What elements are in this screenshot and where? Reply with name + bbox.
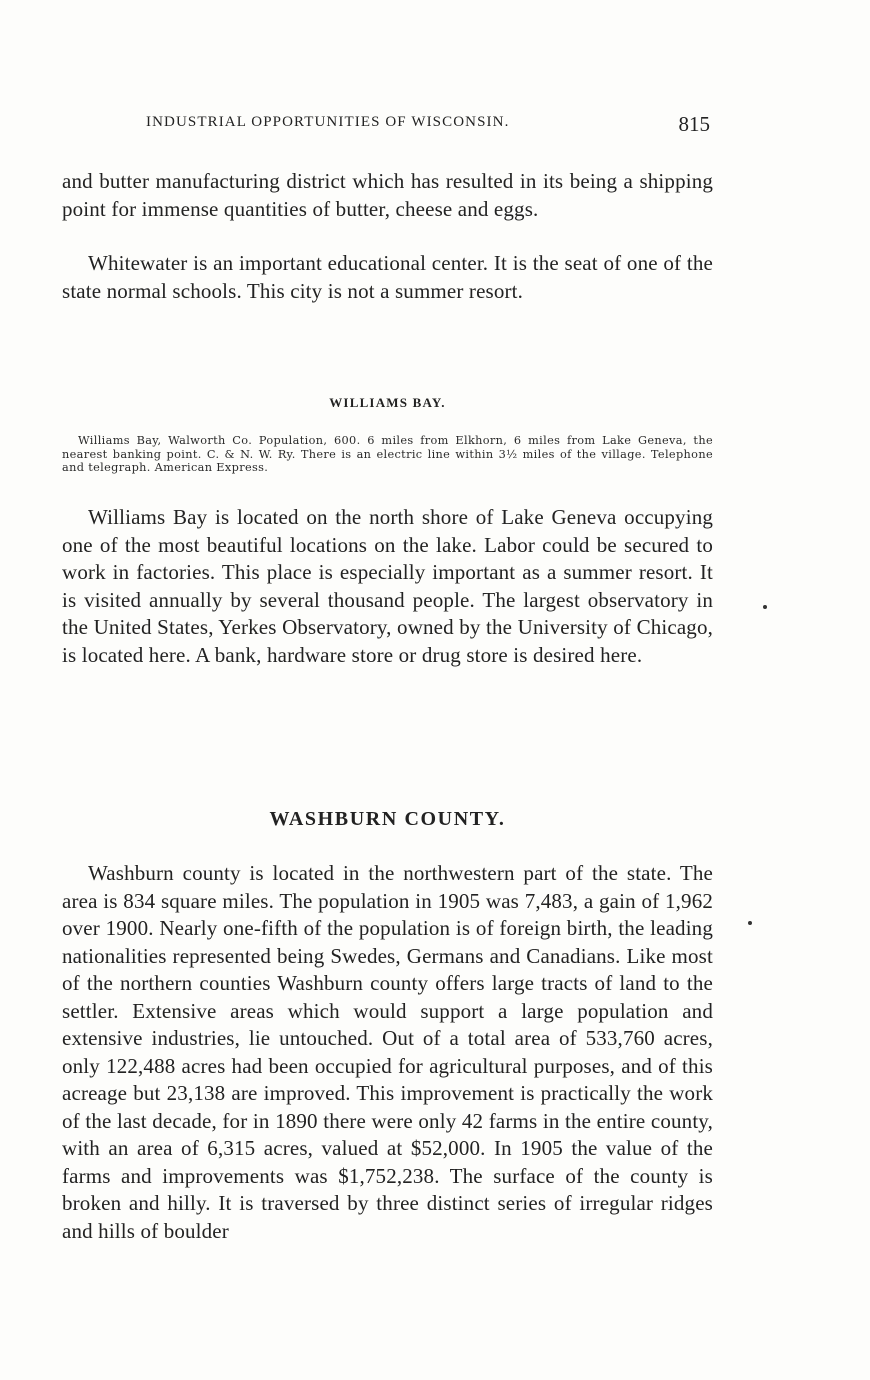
page-number: 815 (678, 112, 710, 136)
williams-bay-body: Williams Bay is located on the north shore of Lake Geneva occupying one of the most beautiful locations on the lake. Labor could be secured to work in factories. This place is especially important as a summer resort. It is visited annually by several thousand people. The largest observatory in the United States, Yerkes Observatory, owned by the University of Chicago, is located here. A bank, hardware store or drug store is desired here. (62, 505, 713, 667)
washburn-county-body: Washburn county is located in the northwestern part of the state. The area is 834 square miles. The population in 1905 was 7,483, a gain of 1,962 over 1900. Nearly one-fifth of the population is of foreign birth, the leading nationalities represented being Swedes, Germans and Canadians. Like most of the northern counties Washburn county offers large tracts of land to the settler. Extensive areas which would support a large population and extensive industries, lie untouched. Out of a total area of 533,760 acres, only 122,488 acres had been occupied for agricultural purposes, and of this acreage but 23,138 are improved. This improvement is practically the work of the last decade, for in 1890 there were only 42 farms in the entire county, with an area of 6,315 acres, valued at $52,000. In 1905 the value of the farms and improvements was $1,752,238. The surface of the county is broken and hilly. It is traversed by three distinct series of irregular ridges and hills of boulder (62, 861, 713, 1243)
whitewater-paragraph-continued: and butter manufacturing district which has resulted in its being a shipping point for immense quantities of butter, cheese and eggs. (62, 169, 713, 221)
running-title: INDUSTRIAL OPPORTUNITIES OF WISCONSIN. (146, 114, 510, 130)
paper-speck (748, 921, 752, 925)
williams-bay-statistics: Williams Bay, Walworth Co. Population, 600. 6 miles from Elkhorn, 6 miles from Lake Geneva, the nearest banking point. C. & N. W. Ry. There is an electric line within 3½ miles of the village. Telephone and telegraph. American Express. (62, 434, 713, 475)
washburn-county-heading: WASHBURN COUNTY. (269, 808, 506, 830)
williams-bay-heading: WILLIAMS BAY. (329, 395, 446, 410)
whitewater-paragraph-education: Whitewater is an important educational center. It is the seat of one of the state normal schools. This city is not a summer resort. (62, 251, 713, 303)
paper-speck (763, 605, 767, 609)
running-head (146, 114, 710, 138)
